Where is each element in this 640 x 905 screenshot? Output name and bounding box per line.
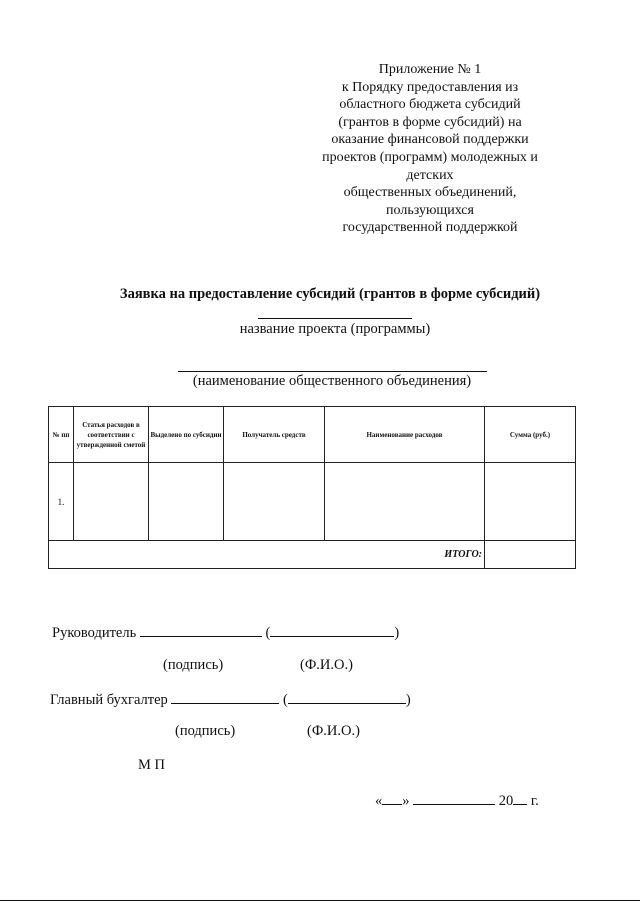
organization-name-line[interactable] xyxy=(178,371,487,372)
header-number: № пп xyxy=(49,407,74,463)
accountant-name-field[interactable] xyxy=(288,689,406,704)
table-header-row xyxy=(49,407,576,463)
appendix-block xyxy=(290,61,570,237)
accountant-label: Главный бухгалтер xyxy=(50,692,168,708)
header-allocated: Выделено по субсидии xyxy=(149,407,224,463)
cell-expense-article[interactable] xyxy=(74,463,149,541)
accountant-signature-field[interactable] xyxy=(171,689,279,704)
date-month-field[interactable] xyxy=(413,790,495,805)
appendix-line: областного бюджета субсидий xyxy=(339,97,521,113)
head-label: Руководитель xyxy=(52,625,137,641)
table-row xyxy=(49,463,576,541)
accountant-name-caption: (Ф.И.О.) xyxy=(307,723,360,739)
appendix-line: государственной поддержкой xyxy=(342,220,518,236)
page-edge-line xyxy=(0,900,640,901)
header-expense-article: Статья расходов в соответствии с утвержденной сметой xyxy=(74,407,149,463)
cell-allocated[interactable] xyxy=(149,463,224,541)
date-day-field[interactable] xyxy=(382,790,402,805)
total-label: ИТОГО: xyxy=(49,541,485,569)
accountant-signature-line: Главный бухгалтер ( ) xyxy=(50,689,411,709)
head-signature-caption: (подпись) xyxy=(163,657,224,673)
date-year-field[interactable] xyxy=(513,790,527,805)
document-title: Заявка на предоставление субсидий (грантов в форме субсидий) xyxy=(119,286,541,302)
head-signature-line: Руководитель ( ) xyxy=(52,622,399,642)
accountant-signature-caption: (подпись) xyxy=(175,723,236,739)
header-recipient: Получатель средств xyxy=(224,407,325,463)
expenses-table xyxy=(48,406,576,569)
head-name-field[interactable] xyxy=(270,622,394,637)
project-name-line[interactable] xyxy=(258,318,412,319)
date-line: « » 20 г. xyxy=(375,790,539,810)
header-amount: Сумма (руб.) xyxy=(485,407,576,463)
year-suffix: г. xyxy=(530,793,539,809)
appendix-line: к Порядку предоставления из xyxy=(341,79,519,95)
organization-name-caption: (наименование общественного объединения) xyxy=(192,373,472,389)
total-row xyxy=(49,541,576,569)
appendix-line: детских xyxy=(406,167,454,183)
total-amount-cell[interactable] xyxy=(485,541,576,569)
cell-expense-name[interactable] xyxy=(325,463,485,541)
cell-amount[interactable] xyxy=(485,463,576,541)
appendix-line: Приложение № 1 xyxy=(378,62,482,77)
stamp-place-label: М П xyxy=(138,757,165,773)
appendix-line: общественных объединений, xyxy=(343,185,517,201)
cell-recipient[interactable] xyxy=(224,463,325,541)
appendix-line: проектов (программ) молодежных и xyxy=(322,149,538,165)
appendix-line: пользующихся xyxy=(386,202,474,218)
year-prefix: 20 xyxy=(498,793,514,809)
appendix-line: оказание финансовой поддержки xyxy=(331,132,529,148)
project-name-caption: название проекта (программы) xyxy=(239,321,431,337)
head-signature-field[interactable] xyxy=(140,622,262,637)
head-name-caption: (Ф.И.О.) xyxy=(300,657,353,673)
appendix-line: (грантов в форме субсидий) на xyxy=(338,114,522,130)
row-number: 1. xyxy=(49,463,74,541)
header-expense-name: Наименование расходов xyxy=(325,407,485,463)
